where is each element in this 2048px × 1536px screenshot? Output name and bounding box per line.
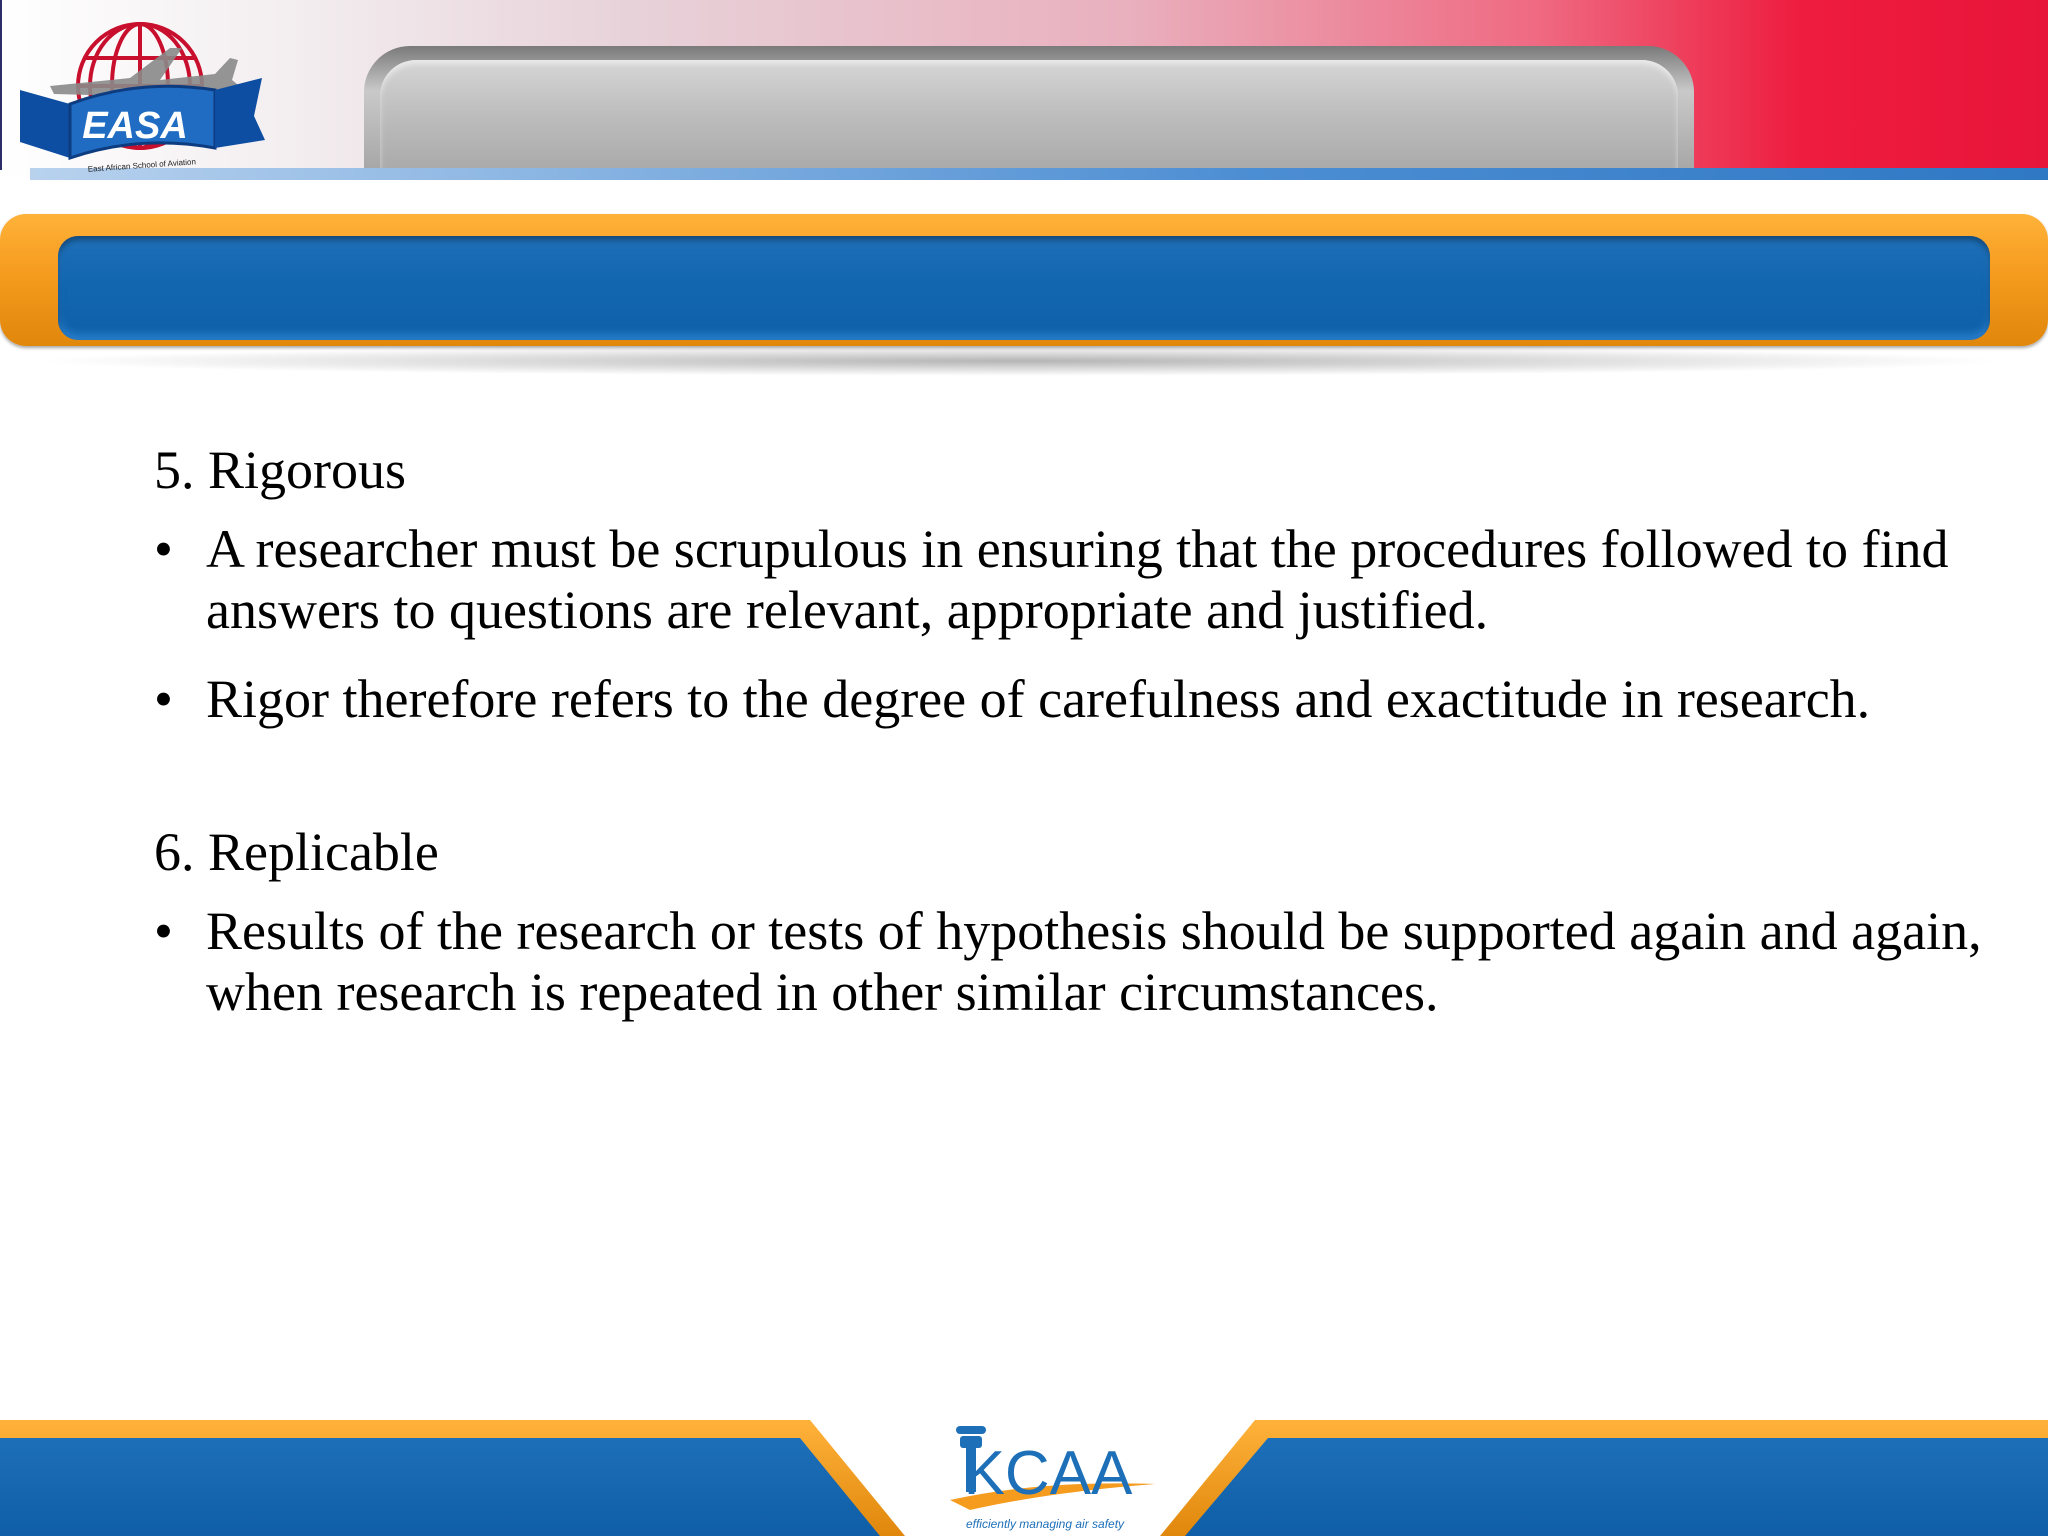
- kcaa-logo-tagline: efficiently managing air safety: [965, 1517, 1125, 1531]
- bullet-item: [154, 669, 1994, 730]
- bullet-marker: •: [154, 669, 173, 729]
- header-separator: [0, 180, 2048, 210]
- title-bar-shadow: [30, 346, 2010, 376]
- bullet-item: [154, 519, 1994, 641]
- header-blue-line: [30, 168, 2048, 180]
- bullet-text: Results of the research or tests of hypothesis should be supported again and again, when research is repeated in other similar circumstances.: [206, 901, 1982, 1022]
- bullet-marker: •: [154, 901, 173, 961]
- bullet-text: A researcher must be scrupulous in ensuring that the procedures followed to find answers to questions are relevant, appropriate and justified.: [206, 519, 1949, 640]
- ribbon-shape: [20, 90, 70, 158]
- bullet-item: [154, 901, 1994, 1023]
- easa-logo-subtitle: East African School of Aviation: [87, 157, 197, 174]
- section-heading-replicable: 6. Replicable: [154, 822, 439, 882]
- logo-frame-line: [0, 0, 2, 170]
- kcaa-logo: [930, 1418, 1160, 1536]
- header-grey-tab: [380, 60, 1678, 170]
- easa-logo: [10, 8, 275, 178]
- section-heading-rigorous: 5. Rigorous: [154, 440, 407, 500]
- kcaa-logo-text: KCAA: [963, 1439, 1133, 1508]
- slide-content: [154, 440, 1994, 1051]
- slide-title: [80, 246, 1960, 330]
- bullet-text: Rigor therefore refers to the degree of carefulness and exactitude in research.: [206, 669, 1871, 729]
- bullet-marker: •: [154, 519, 173, 579]
- easa-logo-text: EASA: [82, 105, 188, 147]
